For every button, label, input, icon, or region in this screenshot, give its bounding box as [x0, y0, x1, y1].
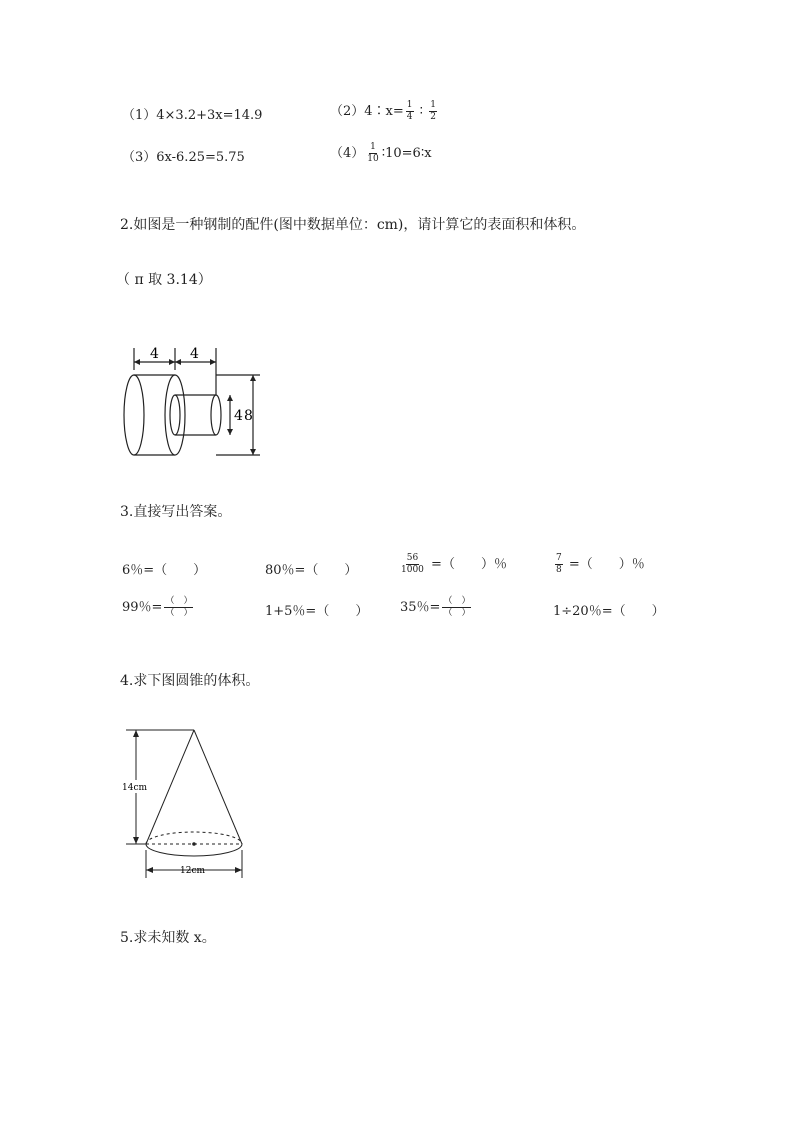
q3-item-1: 6％=（ ） — [122, 563, 207, 578]
q3-item-5-fraction — [164, 596, 193, 619]
steel-part-figure — [118, 340, 268, 460]
label-outer-diameter: 8 — [244, 408, 253, 424]
q3-item-5 — [122, 596, 195, 619]
q3-item-4-fraction — [555, 553, 563, 576]
q3-item-2: 80％=（ ） — [265, 563, 358, 578]
q3-item-4-suffix: =（ ）％ — [568, 557, 645, 572]
q3-item-5-prefix: 99％= — [122, 600, 163, 615]
equation-4 — [330, 142, 432, 165]
small-cylinder-end — [211, 395, 221, 435]
question-2-note: （ π 取 3.14） — [116, 272, 212, 288]
fraction-denominator: （ ） — [165, 608, 193, 618]
q3-item-7-prefix: 35％= — [400, 600, 441, 615]
fraction-numerator: 1 — [406, 100, 413, 110]
q3-item-8: 1÷20％=（ ） — [553, 604, 665, 619]
fraction-numerator: 1 — [370, 142, 376, 152]
fraction-denominator: 10 — [367, 154, 379, 164]
cone-right-side — [194, 730, 242, 844]
fraction-numerator: 7 — [556, 553, 562, 563]
cone-base-center — [192, 842, 196, 846]
label-inner-diameter: 4 — [234, 408, 243, 424]
fraction-denominator: 8 — [556, 565, 562, 575]
equation-2-prefix: （2）4∶x= — [330, 104, 404, 119]
q3-item-3-fraction — [400, 553, 425, 576]
question-3-title: 3.直接写出答案。 — [120, 504, 232, 520]
cone-figure — [118, 720, 258, 885]
question-5-title: 5.求未知数 x。 — [120, 930, 216, 946]
fraction-denominator: （ ） — [443, 608, 471, 618]
big-cylinder-front-face — [165, 375, 185, 455]
equation-4-prefix: （4） — [330, 146, 365, 161]
height-label: 14cm — [122, 783, 148, 793]
equation-2-fraction-2 — [429, 100, 437, 123]
fraction-numerator: 56 — [406, 553, 419, 563]
fraction-denominator: 2 — [430, 112, 436, 122]
equation-4-fraction — [366, 142, 379, 165]
q3-item-4 — [553, 553, 645, 576]
diameter-label: 12cm — [180, 866, 206, 876]
q3-item-3-suffix: =（ ）％ — [431, 557, 507, 572]
equation-3: （3）6x-6.25=5.75 — [122, 150, 245, 165]
fraction-numerator: （ ） — [443, 596, 471, 606]
q3-item-7 — [400, 596, 473, 619]
equation-2 — [330, 100, 439, 123]
question-4-title: 4.求下图圆锥的体积。 — [120, 673, 260, 689]
label-big-length: 4 — [150, 346, 159, 362]
fraction-denominator: 4 — [406, 112, 413, 122]
fraction-numerator: 1 — [430, 100, 436, 110]
cone-left-side — [146, 730, 194, 844]
q3-item-7-fraction — [442, 596, 471, 619]
q3-item-6: 1+5％=（ ） — [265, 604, 369, 619]
fraction-denominator: 1000 — [401, 565, 424, 575]
equation-4-suffix: ∶10=6∶x — [381, 146, 432, 161]
equation-2-fraction-1 — [406, 100, 414, 123]
fraction-numerator: （ ） — [165, 596, 193, 606]
question-2-text: 2.如图是一种钢制的配件(图中数据单位：cm)，请计算它的表面积和体积。 — [120, 217, 586, 233]
equation-2-colon: ∶ — [419, 104, 424, 119]
big-cylinder-back — [124, 375, 144, 455]
equation-1: （1）4×3.2+3x=14.9 — [122, 108, 263, 123]
q3-item-3 — [398, 553, 507, 576]
label-small-length: 4 — [190, 346, 199, 362]
